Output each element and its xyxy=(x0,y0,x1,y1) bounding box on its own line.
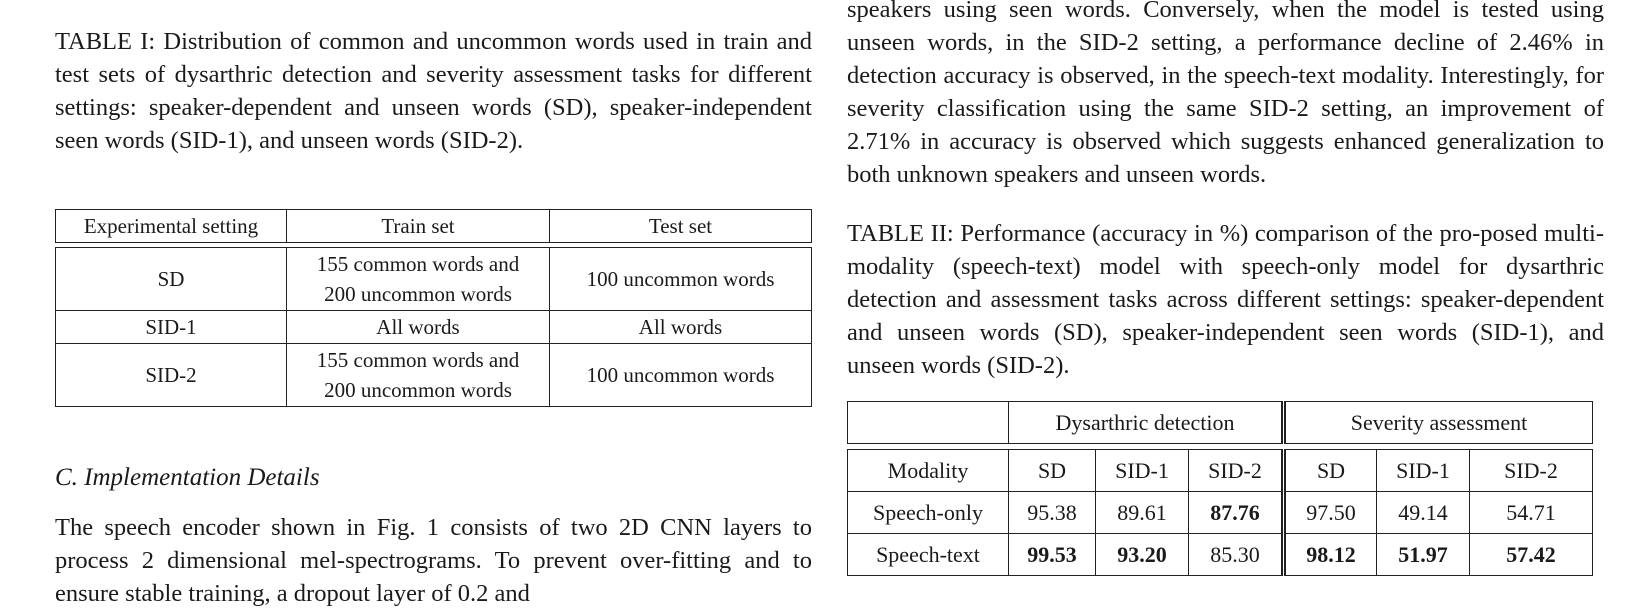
table2-cell-best: 51.97 xyxy=(1398,541,1448,567)
section-heading: C. Implementation Details xyxy=(55,464,320,491)
table2-cell: 54.71 xyxy=(1470,492,1593,534)
table1-train-line2: 200 uncommon words xyxy=(324,282,512,306)
table2-cell xyxy=(1009,534,1096,576)
table2-cell-best: 99.53 xyxy=(1027,541,1077,567)
table2-cell: 95.38 xyxy=(1009,492,1096,534)
table2-group-header-row xyxy=(848,402,1593,444)
table2-modality: Speech-text xyxy=(848,534,1009,576)
table-row xyxy=(56,248,812,311)
table2-cell xyxy=(1470,534,1593,576)
table2-cell: 89.61 xyxy=(1096,492,1189,534)
table2-cell xyxy=(1189,492,1284,534)
table-row xyxy=(848,534,1593,576)
table2-cell xyxy=(1377,534,1470,576)
table2-col-header: SD xyxy=(1284,450,1377,492)
table2-cell: 85.30 xyxy=(1189,534,1284,576)
table2-caption: TABLE II: Performance (accuracy in %) comparison of the pro-posed multi-modality (speech-text) model with speech-only model for dysarthric detection and assessment tasks across different settings: speaker-dependent and unseen words (SD), speaker-independent seen words (SID-1), and unseen words (SID-2). xyxy=(847,220,1604,379)
table1-train-line1: 155 common words and xyxy=(316,252,520,276)
table1-train: All words xyxy=(287,311,550,344)
table2-col-header: SD xyxy=(1009,450,1096,492)
table2-group-detection: Dysarthric detection xyxy=(1009,402,1284,444)
table1-test: 100 uncommon words xyxy=(550,344,812,407)
table2-col-header: SID-2 xyxy=(1470,450,1593,492)
table1-setting: SID-2 xyxy=(56,344,287,407)
table2-cell-best: 98.12 xyxy=(1306,541,1356,567)
table2-empty-corner xyxy=(848,402,1009,444)
table1-train-line2: 200 uncommon words xyxy=(324,378,512,402)
table2-cell: 97.50 xyxy=(1284,492,1377,534)
table2-col-header: SID-2 xyxy=(1189,450,1284,492)
table-row xyxy=(848,492,1593,534)
table-row xyxy=(56,311,812,344)
intro-paragraph: speakers using seen words. Conversely, when the model is tested using unseen words, in the SID-2 setting, a performance decline of 2.46% in detection accuracy is observed, in the speech-text modality. Interestingly, for severity classification using the same SID-2 setting, an improvement of 2.71% in accuracy is observed which suggests enhanced generalization to both unknown speakers and unseen words. xyxy=(847,0,1604,188)
table2-modality: Speech-only xyxy=(848,492,1009,534)
table1-train-line1: 155 common words and xyxy=(316,348,520,372)
table2-cell xyxy=(1096,534,1189,576)
table1-caption: TABLE I: Distribution of common and uncommon words used in train and test sets of dysarthric detection and severity assessment tasks for different settings: speaker-dependent and unseen words (SD), speaker-independent seen words (SID-1), and unseen words (SID-2). xyxy=(55,28,812,154)
table2-cell-best: 93.20 xyxy=(1117,541,1167,567)
table-row xyxy=(56,344,812,407)
table1-train xyxy=(287,344,550,407)
table2-cell-best: 57.42 xyxy=(1506,541,1556,567)
table1-train xyxy=(287,248,550,311)
table1-setting: SD xyxy=(56,248,287,311)
table2-cell-best: 87.76 xyxy=(1210,499,1260,525)
table1-setting: SID-1 xyxy=(56,311,287,344)
table1-header-test: Test set xyxy=(550,210,812,243)
table2-cell: 49.14 xyxy=(1377,492,1470,534)
table1 xyxy=(55,209,812,407)
table2-column-header-row xyxy=(848,450,1593,492)
table2-col-header: Modality xyxy=(848,450,1009,492)
table2 xyxy=(847,401,1593,576)
table1-test: 100 uncommon words xyxy=(550,248,812,311)
table1-header-train: Train set xyxy=(287,210,550,243)
body-paragraph: The speech encoder shown in Fig. 1 consists of two 2D CNN layers to process 2 dimensional mel-spectrograms. To prevent over-fitting and to ensure stable training, a dropout layer of 0.2 and xyxy=(55,514,812,607)
table1-test: All words xyxy=(550,311,812,344)
table2-col-header: SID-1 xyxy=(1096,450,1189,492)
table1-header-row xyxy=(56,210,812,243)
table2-cell xyxy=(1284,534,1377,576)
table1-header-setting: Experimental setting xyxy=(56,210,287,243)
table2-group-severity: Severity assessment xyxy=(1284,402,1593,444)
table2-col-header: SID-1 xyxy=(1377,450,1470,492)
